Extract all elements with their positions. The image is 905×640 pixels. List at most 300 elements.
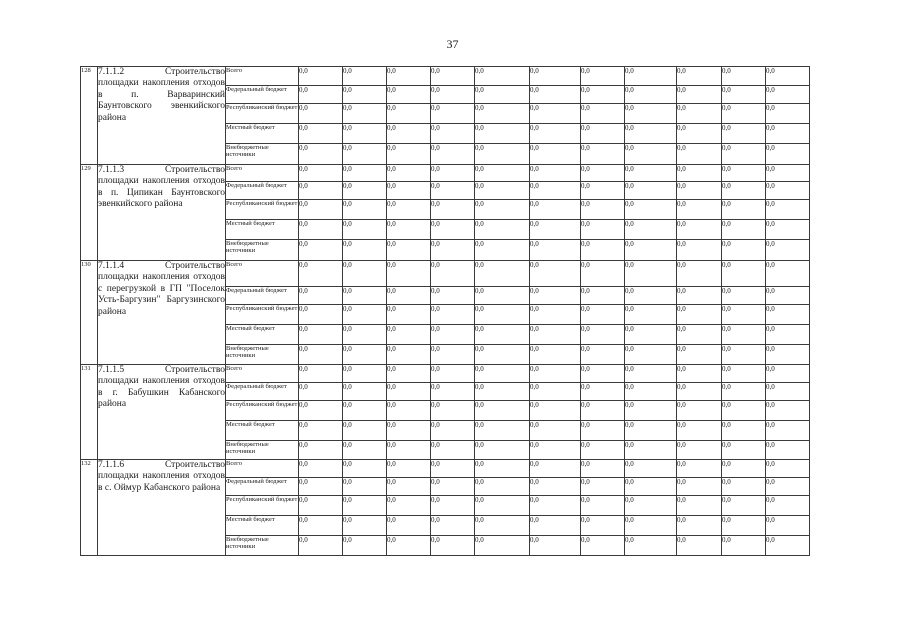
value-cell: 0,0 bbox=[343, 165, 387, 182]
value-cell: 0,0 bbox=[625, 182, 677, 200]
value-cell: 0,0 bbox=[625, 220, 677, 240]
value-cell: 0,0 bbox=[581, 365, 625, 383]
value-cell: 0,0 bbox=[530, 421, 581, 441]
value-cell: 0,0 bbox=[722, 496, 766, 516]
value-cell: 0,0 bbox=[431, 421, 475, 441]
value-cell: 0,0 bbox=[387, 124, 431, 144]
value-cell: 0,0 bbox=[431, 325, 475, 345]
value-cell: 0,0 bbox=[530, 261, 581, 287]
row-number: 128 bbox=[81, 67, 98, 165]
value-cell: 0,0 bbox=[299, 365, 343, 383]
value-cell: 0,0 bbox=[677, 144, 722, 165]
value-cell: 0,0 bbox=[475, 383, 530, 401]
value-cell: 0,0 bbox=[530, 240, 581, 261]
value-cell: 0,0 bbox=[722, 325, 766, 345]
value-cell: 0,0 bbox=[625, 325, 677, 345]
value-cell: 0,0 bbox=[722, 421, 766, 441]
value-cell: 0,0 bbox=[475, 261, 530, 287]
value-cell: 0,0 bbox=[475, 441, 530, 460]
row-number: 132 bbox=[81, 460, 98, 556]
value-cell: 0,0 bbox=[475, 421, 530, 441]
value-cell: 0,0 bbox=[722, 86, 766, 104]
funding-source-label: Республиканский бюджет bbox=[226, 401, 299, 421]
value-cell: 0,0 bbox=[299, 460, 343, 478]
value-cell: 0,0 bbox=[431, 345, 475, 365]
measure-name-text: 7.1.1.2 Строительство площадки накопления отходов в п. Варваринский Баунтовского эвенкийского района bbox=[98, 67, 225, 123]
value-cell: 0,0 bbox=[387, 536, 431, 556]
value-cell: 0,0 bbox=[299, 240, 343, 261]
value-cell: 0,0 bbox=[581, 383, 625, 401]
value-cell: 0,0 bbox=[625, 165, 677, 182]
value-cell: 0,0 bbox=[581, 124, 625, 144]
value-cell: 0,0 bbox=[475, 144, 530, 165]
value-cell: 0,0 bbox=[387, 496, 431, 516]
value-cell: 0,0 bbox=[625, 421, 677, 441]
value-cell: 0,0 bbox=[766, 182, 810, 200]
value-cell: 0,0 bbox=[677, 441, 722, 460]
value-cell: 0,0 bbox=[299, 261, 343, 287]
value-cell: 0,0 bbox=[722, 182, 766, 200]
value-cell: 0,0 bbox=[431, 144, 475, 165]
value-cell: 0,0 bbox=[431, 287, 475, 305]
funding-source-label: Республиканский бюджет bbox=[226, 305, 299, 325]
value-cell: 0,0 bbox=[343, 441, 387, 460]
value-cell: 0,0 bbox=[625, 536, 677, 556]
value-cell: 0,0 bbox=[766, 165, 810, 182]
value-cell: 0,0 bbox=[475, 536, 530, 556]
value-cell: 0,0 bbox=[343, 104, 387, 124]
value-cell: 0,0 bbox=[343, 383, 387, 401]
budget-table bbox=[80, 66, 810, 556]
value-cell: 0,0 bbox=[766, 240, 810, 261]
value-cell: 0,0 bbox=[387, 67, 431, 86]
value-cell: 0,0 bbox=[677, 124, 722, 144]
value-cell: 0,0 bbox=[677, 421, 722, 441]
value-cell: 0,0 bbox=[387, 86, 431, 104]
funding-source-label: Республиканский бюджет bbox=[226, 104, 299, 124]
value-cell: 0,0 bbox=[299, 345, 343, 365]
value-cell: 0,0 bbox=[387, 261, 431, 287]
value-cell: 0,0 bbox=[475, 240, 530, 261]
value-cell: 0,0 bbox=[625, 144, 677, 165]
funding-source-label: Внебюджетные источники bbox=[226, 345, 299, 365]
value-cell: 0,0 bbox=[387, 104, 431, 124]
value-cell: 0,0 bbox=[475, 124, 530, 144]
value-cell: 0,0 bbox=[581, 165, 625, 182]
value-cell: 0,0 bbox=[475, 516, 530, 536]
value-cell: 0,0 bbox=[431, 401, 475, 421]
value-cell: 0,0 bbox=[431, 200, 475, 220]
value-cell: 0,0 bbox=[581, 325, 625, 345]
value-cell: 0,0 bbox=[625, 460, 677, 478]
value-cell: 0,0 bbox=[625, 478, 677, 496]
value-cell: 0,0 bbox=[766, 496, 810, 516]
value-cell: 0,0 bbox=[299, 305, 343, 325]
value-cell: 0,0 bbox=[475, 460, 530, 478]
value-cell: 0,0 bbox=[722, 305, 766, 325]
value-cell: 0,0 bbox=[431, 516, 475, 536]
value-cell: 0,0 bbox=[677, 536, 722, 556]
value-cell: 0,0 bbox=[431, 240, 475, 261]
value-cell: 0,0 bbox=[530, 67, 581, 86]
value-cell: 0,0 bbox=[581, 240, 625, 261]
value-cell: 0,0 bbox=[766, 144, 810, 165]
value-cell: 0,0 bbox=[431, 220, 475, 240]
value-cell: 0,0 bbox=[722, 144, 766, 165]
value-cell: 0,0 bbox=[299, 144, 343, 165]
value-cell: 0,0 bbox=[625, 86, 677, 104]
value-cell: 0,0 bbox=[431, 496, 475, 516]
value-cell: 0,0 bbox=[530, 144, 581, 165]
measure-name-text: 7.1.1.3 Строительство площадки накопления отходов в п. Ципикан Баунтовского эвенкийского района bbox=[98, 165, 225, 210]
value-cell: 0,0 bbox=[581, 144, 625, 165]
value-cell: 0,0 bbox=[387, 401, 431, 421]
funding-source-label: Федеральный бюджет bbox=[226, 383, 299, 401]
value-cell: 0,0 bbox=[625, 441, 677, 460]
value-cell: 0,0 bbox=[677, 261, 722, 287]
value-cell: 0,0 bbox=[722, 240, 766, 261]
value-cell: 0,0 bbox=[766, 516, 810, 536]
value-cell: 0,0 bbox=[677, 240, 722, 261]
value-cell: 0,0 bbox=[625, 365, 677, 383]
value-cell: 0,0 bbox=[530, 478, 581, 496]
value-cell: 0,0 bbox=[581, 67, 625, 86]
value-cell: 0,0 bbox=[343, 365, 387, 383]
value-cell: 0,0 bbox=[530, 345, 581, 365]
row-number: 129 bbox=[81, 165, 98, 261]
value-cell: 0,0 bbox=[677, 460, 722, 478]
value-cell: 0,0 bbox=[625, 200, 677, 220]
value-cell: 0,0 bbox=[431, 165, 475, 182]
value-cell: 0,0 bbox=[766, 104, 810, 124]
value-cell: 0,0 bbox=[766, 220, 810, 240]
value-cell: 0,0 bbox=[625, 240, 677, 261]
funding-source-label: Всего bbox=[226, 365, 299, 383]
value-cell: 0,0 bbox=[530, 383, 581, 401]
value-cell: 0,0 bbox=[431, 124, 475, 144]
value-cell: 0,0 bbox=[387, 365, 431, 383]
funding-source-label: Местный бюджет bbox=[226, 421, 299, 441]
value-cell: 0,0 bbox=[387, 220, 431, 240]
value-cell: 0,0 bbox=[343, 478, 387, 496]
value-cell: 0,0 bbox=[722, 261, 766, 287]
value-cell: 0,0 bbox=[581, 496, 625, 516]
value-cell: 0,0 bbox=[475, 165, 530, 182]
value-cell: 0,0 bbox=[677, 287, 722, 305]
value-cell: 0,0 bbox=[343, 421, 387, 441]
value-cell: 0,0 bbox=[530, 516, 581, 536]
value-cell: 0,0 bbox=[387, 383, 431, 401]
value-cell: 0,0 bbox=[387, 240, 431, 261]
value-cell: 0,0 bbox=[343, 200, 387, 220]
funding-source-label: Местный бюджет bbox=[226, 124, 299, 144]
value-cell: 0,0 bbox=[625, 287, 677, 305]
value-cell: 0,0 bbox=[722, 165, 766, 182]
value-cell: 0,0 bbox=[625, 496, 677, 516]
value-cell: 0,0 bbox=[581, 516, 625, 536]
value-cell: 0,0 bbox=[581, 478, 625, 496]
value-cell: 0,0 bbox=[475, 478, 530, 496]
value-cell: 0,0 bbox=[677, 200, 722, 220]
value-cell: 0,0 bbox=[299, 182, 343, 200]
page-number: 37 bbox=[446, 37, 459, 51]
value-cell: 0,0 bbox=[475, 220, 530, 240]
value-cell: 0,0 bbox=[722, 365, 766, 383]
value-cell: 0,0 bbox=[766, 401, 810, 421]
value-cell: 0,0 bbox=[677, 182, 722, 200]
measure-name-text: 7.1.1.5 Строительство площадки накопления отходов в г. Бабушкин Кабанского района bbox=[98, 365, 225, 410]
value-cell: 0,0 bbox=[387, 200, 431, 220]
value-cell: 0,0 bbox=[387, 325, 431, 345]
value-cell: 0,0 bbox=[581, 401, 625, 421]
value-cell: 0,0 bbox=[431, 67, 475, 86]
funding-source-label: Всего bbox=[226, 460, 299, 478]
value-cell: 0,0 bbox=[299, 165, 343, 182]
value-cell: 0,0 bbox=[343, 182, 387, 200]
value-cell: 0,0 bbox=[431, 365, 475, 383]
value-cell: 0,0 bbox=[475, 104, 530, 124]
value-cell: 0,0 bbox=[677, 401, 722, 421]
value-cell: 0,0 bbox=[299, 441, 343, 460]
value-cell: 0,0 bbox=[387, 305, 431, 325]
value-cell: 0,0 bbox=[766, 124, 810, 144]
measure-name-text: 7.1.1.4 Строительство площадки накопления отходов с перегрузкой в ГП "Поселок Усть-Баргузин" Баргузинского района bbox=[98, 261, 225, 317]
value-cell: 0,0 bbox=[581, 460, 625, 478]
value-cell: 0,0 bbox=[299, 325, 343, 345]
funding-source-label: Республиканский бюджет bbox=[226, 200, 299, 220]
value-cell: 0,0 bbox=[766, 287, 810, 305]
value-cell: 0,0 bbox=[722, 345, 766, 365]
funding-source-label: Внебюджетные источники bbox=[226, 536, 299, 556]
value-cell: 0,0 bbox=[343, 516, 387, 536]
value-cell: 0,0 bbox=[677, 496, 722, 516]
value-cell: 0,0 bbox=[431, 536, 475, 556]
table-row bbox=[81, 67, 810, 86]
value-cell: 0,0 bbox=[475, 182, 530, 200]
value-cell: 0,0 bbox=[299, 496, 343, 516]
value-cell: 0,0 bbox=[343, 240, 387, 261]
funding-source-label: Внебюджетные источники bbox=[226, 240, 299, 261]
value-cell: 0,0 bbox=[766, 478, 810, 496]
value-cell: 0,0 bbox=[530, 460, 581, 478]
value-cell: 0,0 bbox=[530, 325, 581, 345]
value-cell: 0,0 bbox=[722, 124, 766, 144]
value-cell: 0,0 bbox=[581, 287, 625, 305]
value-cell: 0,0 bbox=[431, 104, 475, 124]
value-cell: 0,0 bbox=[299, 220, 343, 240]
row-number: 131 bbox=[81, 365, 98, 460]
value-cell: 0,0 bbox=[431, 441, 475, 460]
value-cell: 0,0 bbox=[530, 441, 581, 460]
value-cell: 0,0 bbox=[581, 305, 625, 325]
funding-source-label: Федеральный бюджет bbox=[226, 287, 299, 305]
value-cell: 0,0 bbox=[722, 536, 766, 556]
value-cell: 0,0 bbox=[343, 287, 387, 305]
value-cell: 0,0 bbox=[299, 401, 343, 421]
value-cell: 0,0 bbox=[625, 345, 677, 365]
value-cell: 0,0 bbox=[625, 104, 677, 124]
value-cell: 0,0 bbox=[343, 325, 387, 345]
value-cell: 0,0 bbox=[677, 325, 722, 345]
value-cell: 0,0 bbox=[475, 67, 530, 86]
value-cell: 0,0 bbox=[387, 460, 431, 478]
funding-source-label: Федеральный бюджет bbox=[226, 86, 299, 104]
value-cell: 0,0 bbox=[530, 536, 581, 556]
funding-source-label: Местный бюджет bbox=[226, 220, 299, 240]
value-cell: 0,0 bbox=[343, 67, 387, 86]
value-cell: 0,0 bbox=[530, 496, 581, 516]
measure-name bbox=[98, 460, 226, 556]
value-cell: 0,0 bbox=[766, 86, 810, 104]
value-cell: 0,0 bbox=[581, 200, 625, 220]
value-cell: 0,0 bbox=[299, 200, 343, 220]
value-cell: 0,0 bbox=[722, 287, 766, 305]
funding-source-label: Федеральный бюджет bbox=[226, 182, 299, 200]
value-cell: 0,0 bbox=[530, 287, 581, 305]
value-cell: 0,0 bbox=[625, 383, 677, 401]
value-cell: 0,0 bbox=[677, 104, 722, 124]
value-cell: 0,0 bbox=[530, 104, 581, 124]
value-cell: 0,0 bbox=[343, 345, 387, 365]
value-cell: 0,0 bbox=[387, 287, 431, 305]
value-cell: 0,0 bbox=[581, 104, 625, 124]
value-cell: 0,0 bbox=[299, 104, 343, 124]
value-cell: 0,0 bbox=[299, 124, 343, 144]
value-cell: 0,0 bbox=[530, 200, 581, 220]
value-cell: 0,0 bbox=[677, 478, 722, 496]
value-cell: 0,0 bbox=[581, 536, 625, 556]
value-cell: 0,0 bbox=[387, 421, 431, 441]
value-cell: 0,0 bbox=[431, 383, 475, 401]
value-cell: 0,0 bbox=[677, 383, 722, 401]
value-cell: 0,0 bbox=[530, 86, 581, 104]
value-cell: 0,0 bbox=[343, 261, 387, 287]
value-cell: 0,0 bbox=[766, 345, 810, 365]
value-cell: 0,0 bbox=[387, 182, 431, 200]
value-cell: 0,0 bbox=[766, 200, 810, 220]
value-cell: 0,0 bbox=[722, 441, 766, 460]
value-cell: 0,0 bbox=[475, 401, 530, 421]
value-cell: 0,0 bbox=[722, 220, 766, 240]
value-cell: 0,0 bbox=[766, 67, 810, 86]
value-cell: 0,0 bbox=[343, 305, 387, 325]
value-cell: 0,0 bbox=[387, 144, 431, 165]
value-cell: 0,0 bbox=[387, 345, 431, 365]
value-cell: 0,0 bbox=[530, 365, 581, 383]
value-cell: 0,0 bbox=[677, 86, 722, 104]
value-cell: 0,0 bbox=[766, 261, 810, 287]
value-cell: 0,0 bbox=[722, 67, 766, 86]
table-row bbox=[81, 460, 810, 478]
value-cell: 0,0 bbox=[343, 536, 387, 556]
value-cell: 0,0 bbox=[387, 165, 431, 182]
funding-source-label: Внебюджетные источники bbox=[226, 441, 299, 460]
value-cell: 0,0 bbox=[581, 421, 625, 441]
value-cell: 0,0 bbox=[677, 165, 722, 182]
funding-source-label: Всего bbox=[226, 165, 299, 182]
value-cell: 0,0 bbox=[343, 401, 387, 421]
value-cell: 0,0 bbox=[766, 536, 810, 556]
funding-source-label: Местный бюджет bbox=[226, 516, 299, 536]
value-cell: 0,0 bbox=[722, 104, 766, 124]
value-cell: 0,0 bbox=[343, 460, 387, 478]
value-cell: 0,0 bbox=[431, 460, 475, 478]
value-cell: 0,0 bbox=[766, 441, 810, 460]
funding-source-label: Внебюджетные источники bbox=[226, 144, 299, 165]
measure-name bbox=[98, 261, 226, 365]
value-cell: 0,0 bbox=[475, 325, 530, 345]
measure-name bbox=[98, 165, 226, 261]
value-cell: 0,0 bbox=[530, 305, 581, 325]
value-cell: 0,0 bbox=[625, 401, 677, 421]
table-row bbox=[81, 165, 810, 182]
value-cell: 0,0 bbox=[431, 305, 475, 325]
funding-source-label: Республиканский бюджет bbox=[226, 496, 299, 516]
value-cell: 0,0 bbox=[722, 383, 766, 401]
value-cell: 0,0 bbox=[766, 460, 810, 478]
value-cell: 0,0 bbox=[625, 67, 677, 86]
value-cell: 0,0 bbox=[530, 401, 581, 421]
value-cell: 0,0 bbox=[581, 182, 625, 200]
value-cell: 0,0 bbox=[766, 325, 810, 345]
value-cell: 0,0 bbox=[387, 441, 431, 460]
value-cell: 0,0 bbox=[722, 200, 766, 220]
value-cell: 0,0 bbox=[766, 365, 810, 383]
value-cell: 0,0 bbox=[722, 401, 766, 421]
value-cell: 0,0 bbox=[299, 67, 343, 86]
value-cell: 0,0 bbox=[677, 67, 722, 86]
value-cell: 0,0 bbox=[766, 305, 810, 325]
row-number: 130 bbox=[81, 261, 98, 365]
value-cell: 0,0 bbox=[431, 86, 475, 104]
value-cell: 0,0 bbox=[625, 516, 677, 536]
value-cell: 0,0 bbox=[299, 287, 343, 305]
value-cell: 0,0 bbox=[343, 220, 387, 240]
value-cell: 0,0 bbox=[431, 478, 475, 496]
value-cell: 0,0 bbox=[343, 496, 387, 516]
value-cell: 0,0 bbox=[475, 86, 530, 104]
value-cell: 0,0 bbox=[625, 124, 677, 144]
value-cell: 0,0 bbox=[625, 305, 677, 325]
value-cell: 0,0 bbox=[299, 536, 343, 556]
value-cell: 0,0 bbox=[722, 478, 766, 496]
funding-source-label: Всего bbox=[226, 67, 299, 86]
value-cell: 0,0 bbox=[677, 305, 722, 325]
value-cell: 0,0 bbox=[581, 345, 625, 365]
measure-name bbox=[98, 67, 226, 165]
value-cell: 0,0 bbox=[530, 124, 581, 144]
value-cell: 0,0 bbox=[299, 478, 343, 496]
measure-name bbox=[98, 365, 226, 460]
value-cell: 0,0 bbox=[530, 165, 581, 182]
value-cell: 0,0 bbox=[387, 478, 431, 496]
value-cell: 0,0 bbox=[475, 365, 530, 383]
value-cell: 0,0 bbox=[299, 421, 343, 441]
value-cell: 0,0 bbox=[581, 441, 625, 460]
value-cell: 0,0 bbox=[431, 261, 475, 287]
value-cell: 0,0 bbox=[475, 200, 530, 220]
value-cell: 0,0 bbox=[387, 516, 431, 536]
value-cell: 0,0 bbox=[530, 220, 581, 240]
value-cell: 0,0 bbox=[475, 496, 530, 516]
value-cell: 0,0 bbox=[431, 182, 475, 200]
value-cell: 0,0 bbox=[625, 261, 677, 287]
value-cell: 0,0 bbox=[677, 365, 722, 383]
value-cell: 0,0 bbox=[581, 86, 625, 104]
value-cell: 0,0 bbox=[677, 345, 722, 365]
value-cell: 0,0 bbox=[343, 144, 387, 165]
value-cell: 0,0 bbox=[299, 86, 343, 104]
